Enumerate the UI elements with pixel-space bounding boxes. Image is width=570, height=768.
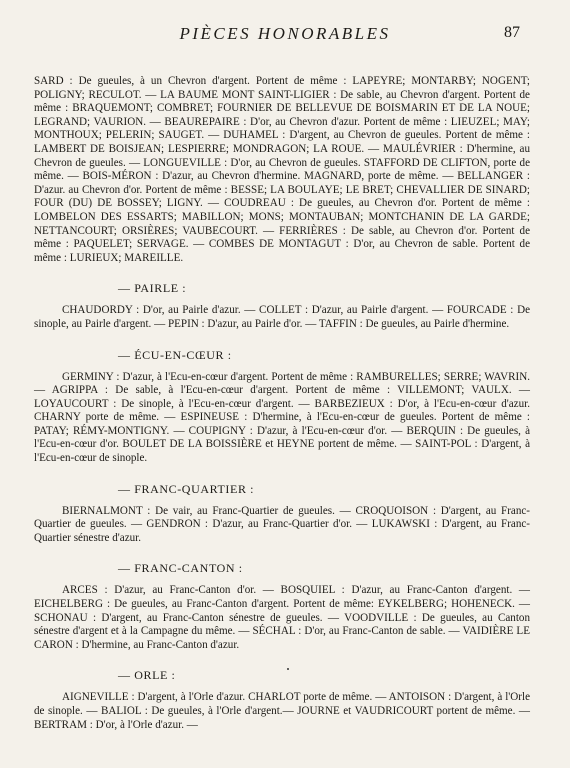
page-header xyxy=(0,24,570,46)
section-franc-canton xyxy=(34,561,530,652)
section-paragraph: BIERNALMONT : De vair, au Franc-Quartier de gueules. — CROQUOISON : D'argent, au Franc-Quartier de gueules. — GENDRON : D'azur, au Franc-Quartier d'or. — LUKAWSKI : D'argent, au Franc-Quartier sénestre d'azur. xyxy=(34,504,530,544)
intro-paragraph: SARD : De gueules, à un Chevron d'argent. Portent de même : LAPEYRE; MONTARBY; NOGENT; POLIGNY; RECULOT. — LA BAUME MONT SAINT-LIGIER : De sable, au Chevron d'argent. Portent de même : BRAQUEMONT; COMBRET; FOURNIER DE BELLEVUE DE BOISMARIN ET DE LA NOUE; LEGRAND; VAURION. — BEAUREPAIRE : D'or, au Chevron d'azur. Portent de même : LIEUZEL; MAY; MONTHOUX; PELERIN; SAUGET. — DUHAMEL : D'argent, au Chevron de gueules. Portent de même : LAMBERT DE BOISJEAN; LESPIERRE; MONDRAGON; LA ROUE. — MAULÉVRIER : D'hermine, au Chevron de gueules. — LONGUEVILLE : D'or, au Chevron de gueules. STAFFORD DE CLIFTON, porte de même. — BOIS-MÉRON : D'azur, au Chevron d'hermine. MAGNARD, porte de même. — BELLANGER : D'azur. au Chevron d'or. Portent de même : BESSE; LA BOULAYE; LE BRET; CHEVALLIER DE SINARD; FOUR (DU) DE BOSSEY; LIGNY. — COUDREAU : De gueules, au Chevron d'or. Portent de même : LOMBELON DES ESSARTS; MABILLON; MONS; MONTAUBAN; MONTCHANIN DE LA GARDE; NETTANCOURT; ORSIÈRES; VAUBECOURT. — FERRIÈRES : De sable, au Chevron d'or. Portent de même : PAQUELET; SERVAGE. — COMBES DE MONTAGUT : D'or, au Chevron de sable. Portent de même : LURIEUX; MAREILLE. xyxy=(34,75,530,264)
section-franc-quartier xyxy=(34,482,530,546)
section-title: — PAIRLE : xyxy=(118,281,187,296)
section-paragraph: GERMINY : D'azur, à l'Ecu-en-cœur d'argent. Portent de même : RAMBURELLES; SERRE; WAVRIN. — AGRIPPA : De sable, à l'Ecu-en-cœur d'argent. Portent de même : VILLEMONT; VAULX. — LOYAUCOURT : De sinople, à l'Ecu-en-cœur d'argent. — BARBEZIEUX : D'or, à l'Ecu-en-cœur d'azur. CHARNY porte de même. — ESPINEUSE : D'hermine, à l'Ecu-en-cœur de gueules. Portent de même : PATAY; RÉMY-MONTIGNY. — COUPIGNY : D'azur, à l'Ecu-en-cœur d'or. — BERQUIN : De gueules, à l'Ecu-en-cœur d'or. BOULET DE LA BOISSIÈRE et HEYNE portent de même. — SAINT-POL : D'argent, à l'Ecu-en-cœur de sinople. xyxy=(34,370,530,465)
section-paragraph: AIGNEVILLE : D'argent, à l'Orle d'azur. CHARLOT porte de même. — ANTOISON : D'argent, à l'Orle de sinople. — BALIOL : De gueules, à l'Orle d'argent.— JOURNE et VAUDRICOURT portent de même. — BERTRAM : D'or, à l'Orle d'azur. — xyxy=(34,691,530,731)
running-title: PIÈCES HONORABLES xyxy=(179,24,391,43)
section-orle xyxy=(34,668,530,732)
page-number: 87 xyxy=(504,24,520,41)
section-title: — FRANC-CANTON : xyxy=(118,561,243,576)
section-pairle xyxy=(34,281,530,331)
body-text xyxy=(34,75,530,732)
section-paragraph: CHAUDORDY : D'or, au Pairle d'azur. — COLLET : D'azur, au Pairle d'argent. — FOURCADE : De sinople, au Pairle d'argent. — PEPIN : D'azur, au Pairle d'or. — TAFFIN : De gueules, au Pairle d'hermine. xyxy=(34,304,530,330)
section-ecu-en-coeur xyxy=(34,348,530,466)
section-title: — ORLE : xyxy=(118,668,176,683)
print-speck xyxy=(287,668,289,670)
section-title: — ÉCU-EN-CŒUR : xyxy=(118,347,232,362)
section-title: — FRANC-QUARTIER : xyxy=(118,481,255,496)
section-paragraph: ARCES : D'azur, au Franc-Canton d'or. — BOSQUIEL : D'azur, au Franc-Canton d'argent. — EICHELBERG : De gueules, au Franc-Canton d'argent. Portent de même: EYKELBERG; HOHENECK. — SCHONAU : D'argent, au Franc-Canton sénestre de gueules. — VOODVILLE : De gueules, au Canton sénestre d'argent et à la Campagne du même. — SÉCHAL : D'or, au Franc-Canton de sable. — VAIDIÈRE LE CARON : D'hermine, au Franc-Canton d'azur. xyxy=(34,584,530,651)
